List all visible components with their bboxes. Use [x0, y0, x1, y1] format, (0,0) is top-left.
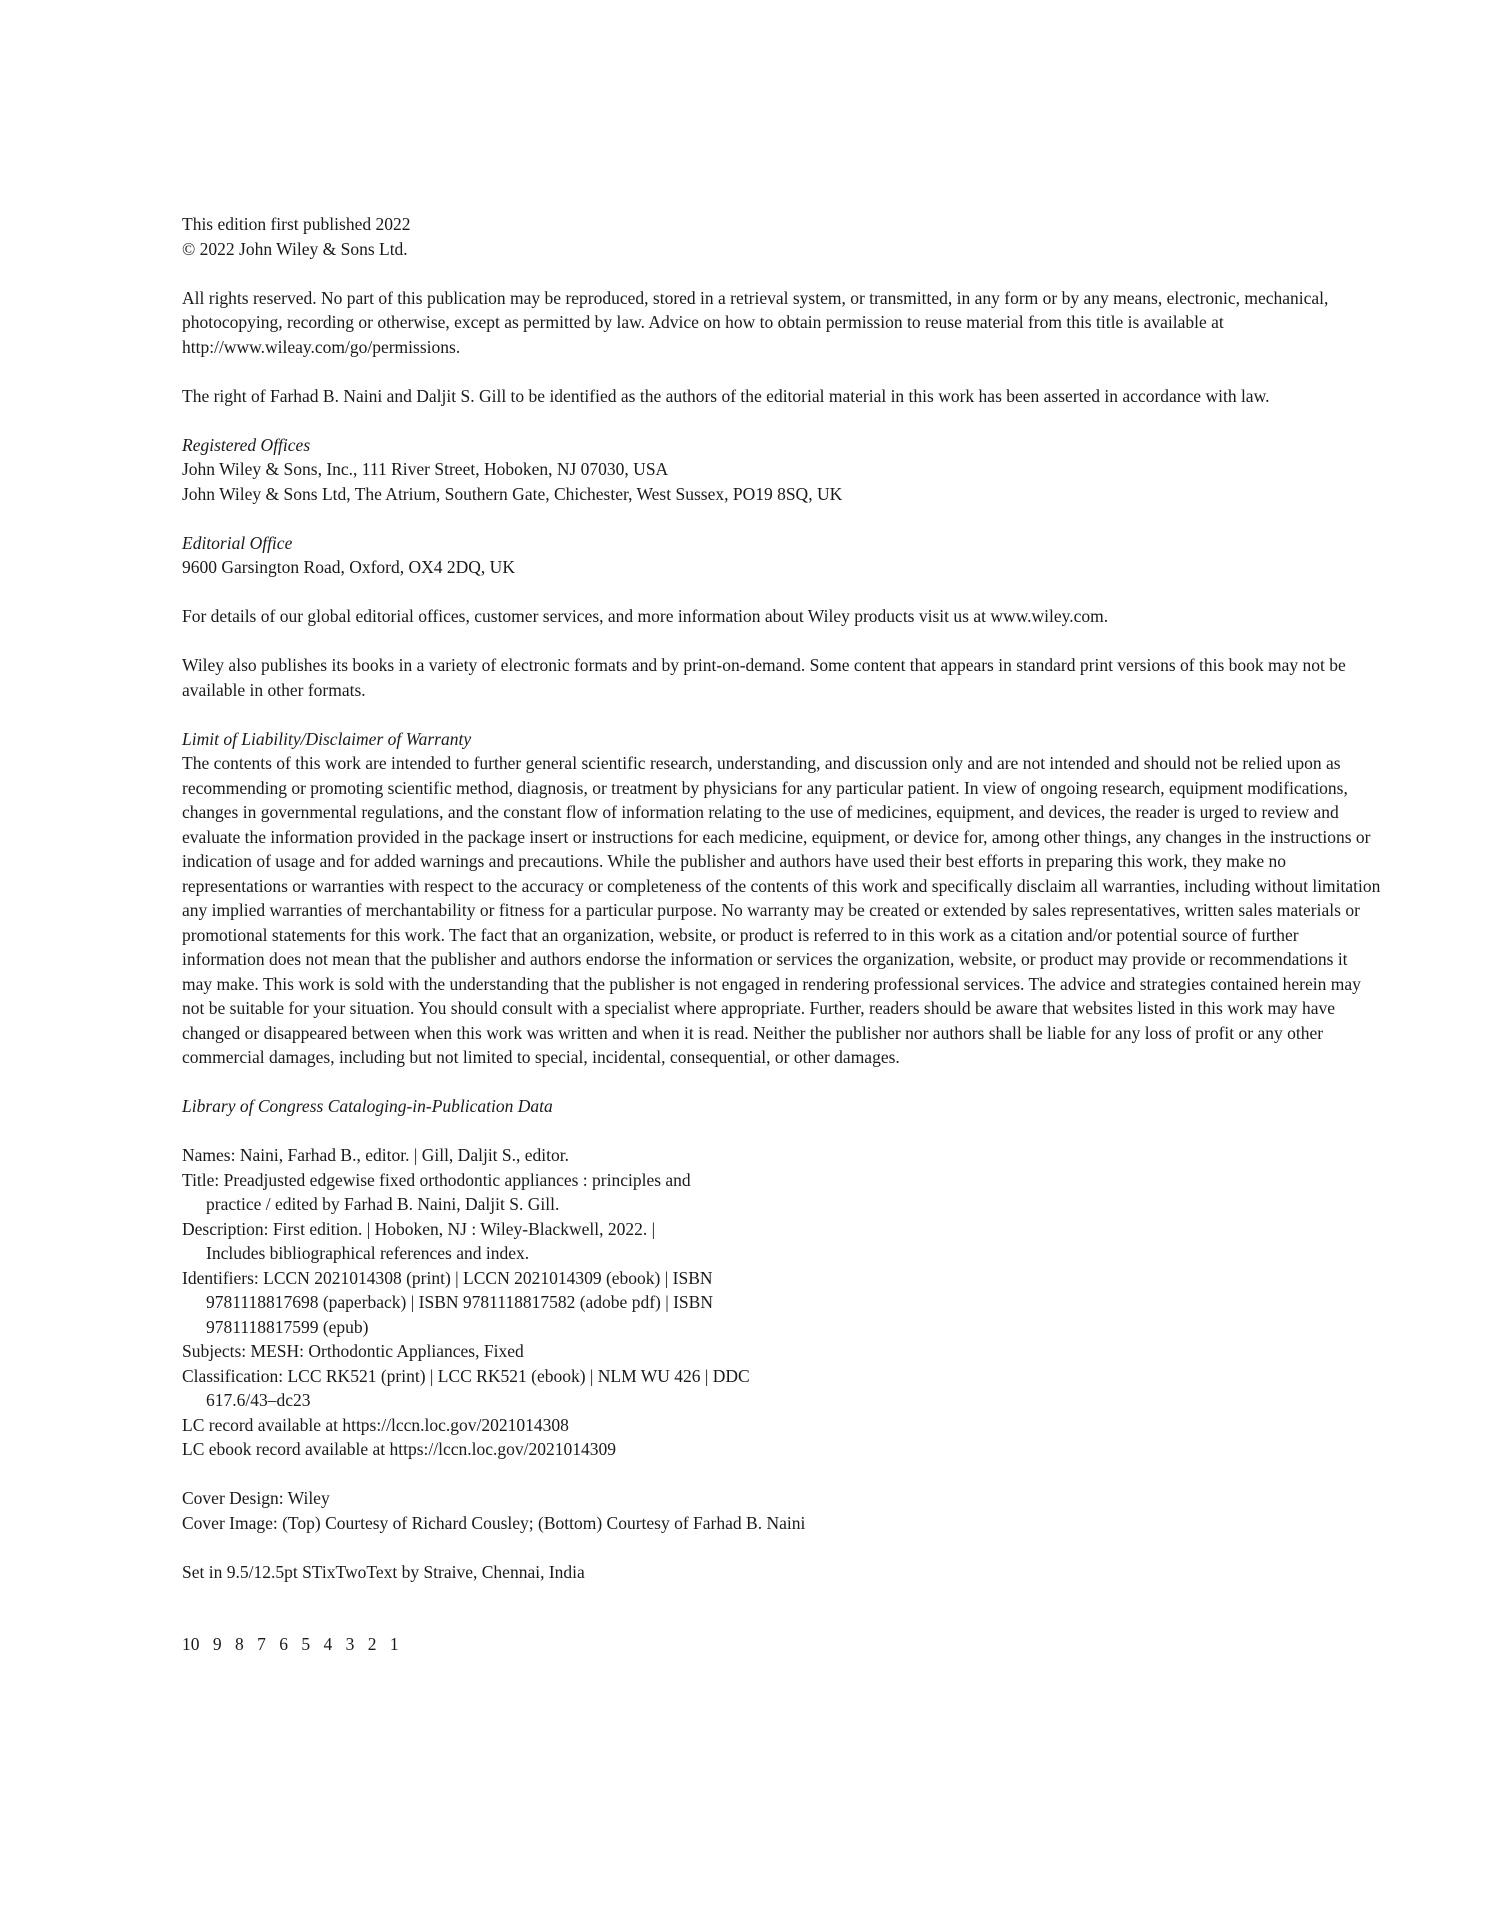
cover-image-line: Cover Image: (Top) Courtesy of Richard Cousley; (Bottom) Courtesy of Farhad B. Naini [182, 1512, 806, 1533]
office-line-usa: John Wiley & Sons, Inc., 111 River Street, Hoboken, NJ 07030, USA [182, 459, 669, 479]
formats-paragraph [182, 653, 1382, 702]
publication-info [182, 212, 1382, 261]
disclaimer-text: The contents of this work are intended to further general scientific research, understanding, and discussion only and are not intended and should not be relied upon as recommending or promoting scientific method, diagnosis, or treatment by physicians for any particular patient. In view of ongoing research, equipment modifications, changes in governmental regulations, and the constant flow of information relating to the use of medicines, equipment, and devices, the reader is urged to review and evaluate the information provided in the package insert or instructions for each medicine, equipment, or device for, among other things, any changes in the instructions or indication of usage and for added warnings and precautions. While the publisher and authors have used their best efforts in preparing this work, they make no representations or warranties with respect to the accuracy or completeness of the contents of this work and specifically disclaim all warranties, including without limitation any implied warranties of merchantability or fitness for a particular purpose. No warranty may be created or extended by sales representatives, written sales materials or promotional statements for this work. The fact that an organization, website, or product is referred to in this work as a citation and/or potential source of further information does not mean that the publisher and authors endorse the information or services the organization, website, or product may provide or recommendations it may make. This work is sold with the understanding that the publisher is not engaged in rendering professional services. The advice and strategies contained herein may not be suitable for your situation. You should consult with a specialist where appropriate. Further, readers should be aware that websites listed in this work may have changed or disappeared between when this work was written and when it is read. Neither the publisher nor authors shall be liable for any loss of profit or any other commercial damages, including but not limited to special, incidental, consequential, or other damages. [182, 753, 1381, 1067]
cip-classification-continued: 617.6/43–dc23 [206, 1390, 311, 1410]
registered-offices [182, 433, 1382, 507]
rights-text: All rights reserved. No part of this publication may be reproduced, stored in a retrieval system, or transmitted, in any form or by any means, electronic, mechanical, photocopying, recording or otherwise, except as permitted by law. Advice on how to obtain permission to reuse material from this title is available at http://www.wileay.com/go/permissions. [182, 287, 1329, 357]
authors-right-text: The right of Farhad B. Naini and Daljit S. Gill to be identified as the authors of the editorial material in this work has been asserted in accordance with law. [182, 385, 1270, 406]
cover-design-line: Cover Design: Wiley [182, 1488, 330, 1508]
cover-credits [182, 1486, 1382, 1535]
cip-title-continued: practice / edited by Farhad B. Naini, Daljit S. Gill. [206, 1194, 560, 1214]
cip-identifiers: Identifiers: LCCN 2021014308 (print) | LCCN 2021014309 (ebook) | ISBN [182, 1267, 713, 1288]
details-paragraph [182, 604, 1382, 629]
copyright-page [182, 212, 1382, 1657]
cip-subjects: Subjects: MESH: Orthodontic Appliances, Fixed [182, 1341, 524, 1361]
typesetting-info [182, 1560, 1382, 1585]
cip-names: Names: Naini, Farhad B., editor. | Gill, Daljit S., editor. [182, 1145, 569, 1165]
cip-classification: Classification: LCC RK521 (print) | LCC RK521 (ebook) | NLM WU 426 | DDC [182, 1365, 750, 1386]
rights-paragraph [182, 286, 1382, 360]
print-line: 10 9 8 7 6 5 4 3 2 1 [182, 1634, 399, 1654]
cip-spacer [182, 1119, 1382, 1144]
edition-line: This edition first published 2022 [182, 214, 411, 234]
copyright-line: © 2022 John Wiley & Sons Ltd. [182, 238, 408, 259]
disclaimer-heading: Limit of Liability/Disclaimer of Warranty [182, 728, 472, 749]
cip-identifiers-continued-1: 9781118817698 (paperback) | ISBN 9781118817582 (adobe pdf) | ISBN [206, 1292, 713, 1312]
cip-identifiers-continued-2: 9781118817599 (epub) [206, 1316, 369, 1337]
cip-heading: Library of Congress Cataloging-in-Publication Data [182, 1096, 553, 1116]
cip-title: Title: Preadjusted edgewise fixed orthodontic appliances : principles and [182, 1169, 691, 1190]
typesetting-line: Set in 9.5/12.5pt STixTwoText by Straive, Chennai, India [182, 1561, 585, 1582]
cip-description-continued: Includes bibliographical references and index. [206, 1243, 530, 1263]
disclaimer [182, 727, 1382, 1070]
cip-description: Description: First edition. | Hoboken, NJ : Wiley-Blackwell, 2022. | [182, 1218, 656, 1239]
registered-offices-heading: Registered Offices [182, 434, 311, 455]
cip-data [182, 1094, 1382, 1462]
editorial-office-heading: Editorial Office [182, 532, 293, 553]
lc-record-line: LC record available at https://lccn.loc.gov/2021014308 [182, 1414, 569, 1435]
details-text: For details of our global editorial offices, customer services, and more information about Wiley products visit us at www.wiley.com. [182, 606, 1109, 626]
lc-ebook-record-line: LC ebook record available at https://lccn.loc.gov/2021014309 [182, 1439, 616, 1459]
formats-text: Wiley also publishes its books in a variety of electronic formats and by print-on-demand. Some content that appears in standard print versions of this book may not be available in other formats. [182, 655, 1346, 700]
editorial-office-address: 9600 Garsington Road, Oxford, OX4 2DQ, UK [182, 557, 515, 577]
authors-right-paragraph [182, 384, 1382, 409]
editorial-office [182, 531, 1382, 580]
office-line-uk: John Wiley & Sons Ltd, The Atrium, Southern Gate, Chichester, West Sussex, PO19 8SQ, UK [182, 483, 843, 504]
